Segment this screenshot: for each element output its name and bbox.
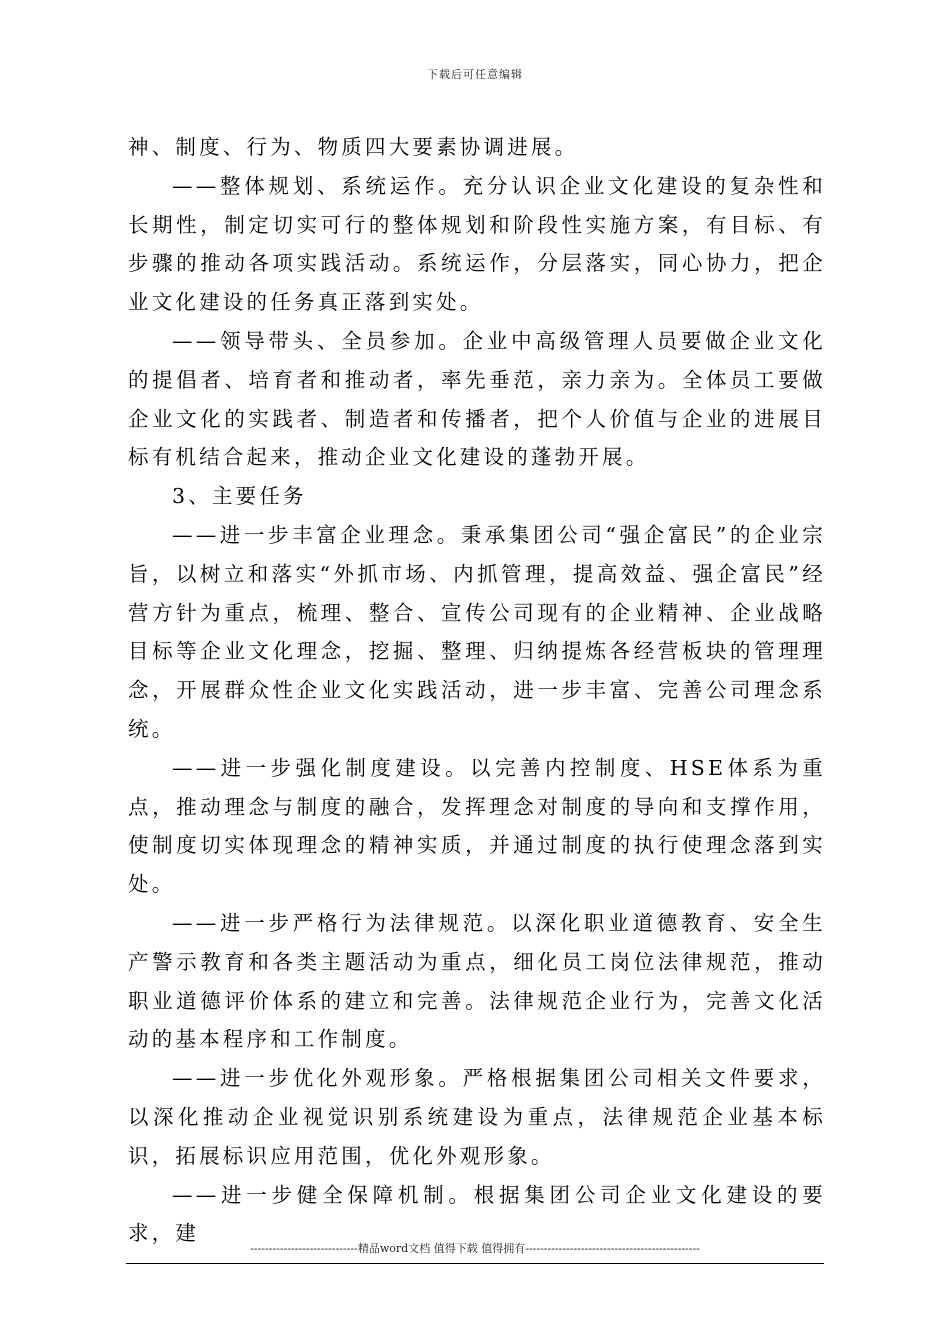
page-header: 下载后可任意编辑 — [427, 68, 523, 81]
paragraph: ——进一步健全保障机制。根据集团公司企业文化建设的要求，建 — [128, 1182, 826, 1246]
paragraph: ——进一步丰富企业理念。秉承集团公司“强企富民”的企业宗旨，以树立和落实“外抓市场、内抓管理，提高效益、强企富民”经营方针为重点，梳理、整合、宣传公司现有的企业精神、企业战略目标等企业文化理念，挖掘、整理、归纳提炼各经营板块的管理理念，开展群众性企业文化实践活动，进一步丰富、完善公司理念系统。 — [128, 522, 826, 741]
paragraph: ——进一步强化制度建设。以完善内控制度、HSE体系为重点，推动理念与制度的融合，发挥理念对制度的导向和支撑作用，使制度切实体现理念的精神实质，并通过制度的执行使理念落到实处。 — [128, 755, 826, 897]
paragraph: ——领导带头、全员参加。企业中高级管理人员要做企业文化的提倡者、培育者和推动者，率先垂范，亲力亲为。全体员工要做企业文化的实践者、制造者和传播者，把个人价值与企业的进展目标有机结合起来，推动企业文化建设的蓬勃开展。 — [128, 328, 826, 470]
paragraph: ——进一步严格行为法律规范。以深化职业道德教育、安全生产警示教育和各类主题活动为重点，细化员工岗位法律规范，推动职业道德评价体系的建立和完善。法律规范企业行为，完善文化活动的基本程序和工作制度。 — [128, 910, 826, 1052]
footer-divider — [126, 1263, 824, 1264]
paragraph: ——进一步优化外观形象。严格根据集团公司相关文件要求，以深化推动企业视觉识别系统建设为重点，法律规范企业基本标识，拓展标识应用范围，优化外观形象。 — [128, 1066, 826, 1168]
paragraph: ——整体规划、系统运作。充分认识企业文化建设的复杂性和长期性，制定切实可行的整体规划和阶段性实施方案，有目标、有步骤的推动各项实践活动。系统运作，分层落实，同心协力，把企业文化建设的任务真正落到实处。 — [128, 173, 826, 315]
page-footer: -----------------------------精品word文档 值得下载 值得拥有----------------------------------------------- — [250, 1242, 700, 1255]
document-body — [128, 128, 826, 1253]
paragraph: 神、制度、行为、物质四大要素协调进展。 — [128, 135, 579, 159]
section-heading: 3、主要任务 — [172, 484, 307, 509]
